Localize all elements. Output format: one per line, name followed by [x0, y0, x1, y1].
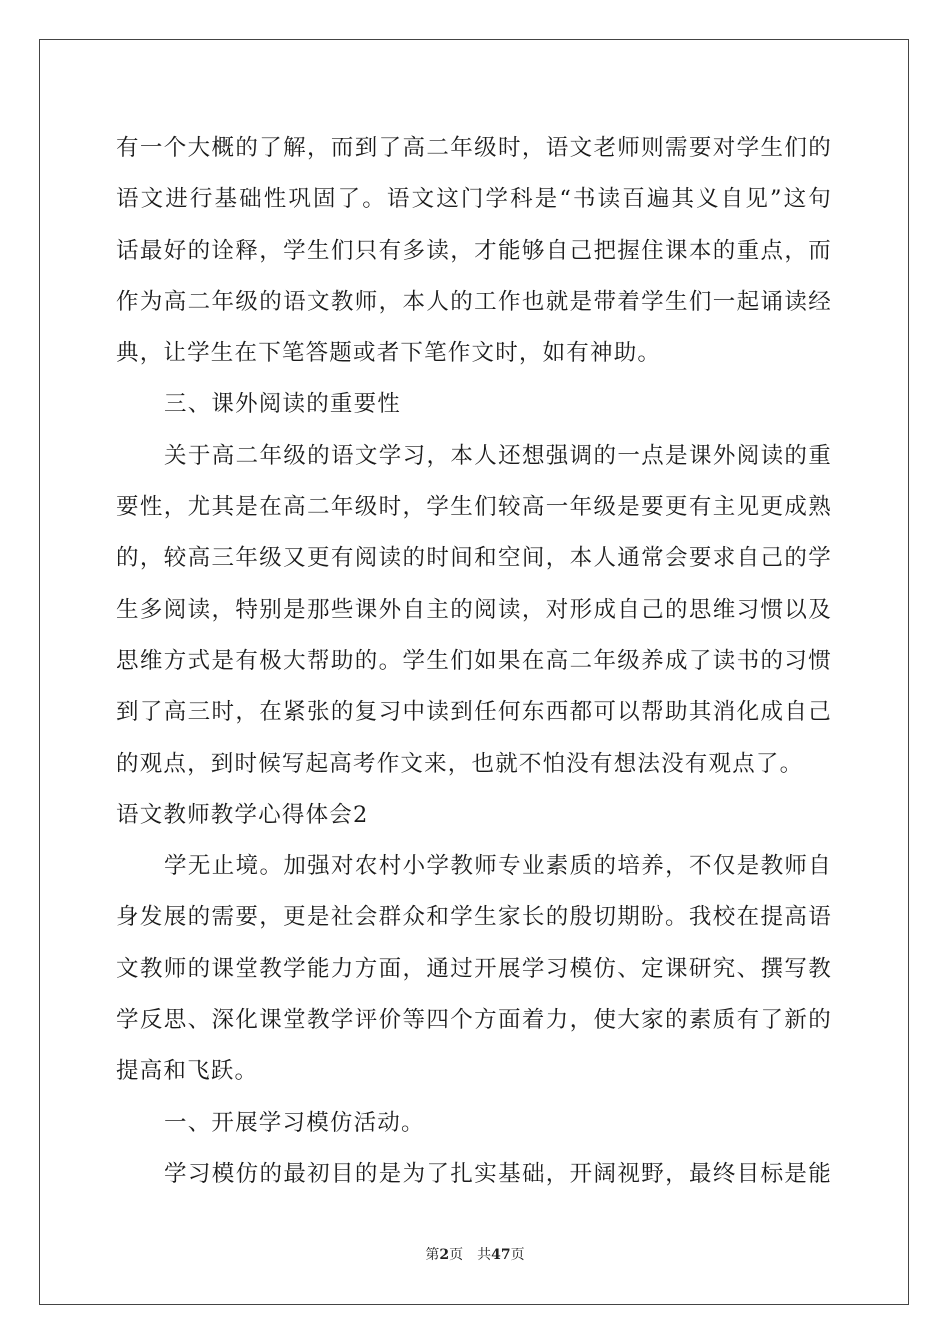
text-line: 生多阅读，特别是那些课外自主的阅读，对形成自己的思维习惯以及 [116, 596, 832, 623]
text-line: 的，较高三年级又更有阅读的时间和空间，本人通常会要求自己的学 [116, 545, 832, 572]
text-line: 有一个大概的了解，而到了高二年级时，语文老师则需要对学生们的 [116, 135, 832, 161]
text-line: 典，让学生在下笔答题或者下笔作文时，如有神助。 [116, 340, 662, 367]
footer-page-suffix: 页 [449, 1247, 464, 1263]
current-page-number: 2 [439, 1247, 450, 1263]
text-line: 学反思、深化课堂教学评价等四个方面着力，使大家的素质有了新的 [116, 1007, 832, 1034]
text-line: 到了高三时，在紧张的复习中读到任何东西都可以帮助其消化成自己 [116, 699, 832, 726]
text-line: 关于高二年级的语文学习，本人还想强调的一点是课外阅读的重 [164, 442, 832, 469]
text-line: 的观点，到时候写起高考作文来，也就不怕没有想法没有观点了。 [116, 750, 804, 777]
footer-prefix: 第 [425, 1247, 440, 1263]
text-line: 身发展的需要，更是社会群众和学生家长的殷切期盼。我校在提高语 [116, 904, 832, 931]
document-body [116, 123, 832, 1200]
article-title: 语文教师教学心得体会2 [116, 801, 369, 828]
footer-total-prefix: 共 [477, 1247, 492, 1263]
footer-total-suffix: 页 [510, 1247, 525, 1263]
text-line: 语文进行基础性巩固了。语文这门学科是“书读百遍其义自见”这句 [116, 186, 832, 213]
text-line: 文教师的课堂教学能力方面，通过开展学习模仿、定课研究、撰写教 [116, 955, 832, 982]
section-heading: 三、课外阅读的重要性 [164, 391, 402, 418]
section-heading: 一、开展学习模仿活动。 [164, 1109, 425, 1136]
text-line: 要性，尤其是在高二年级时，学生们较高一年级是要更有主见更成熟 [116, 494, 832, 521]
text-line: 学无止境。加强对农村小学教师专业素质的培养，不仅是教师自 [164, 853, 832, 880]
text-line: 学习模仿的最初目的是为了扎实基础，开阔视野，最终目标是能 [164, 1160, 832, 1187]
page-footer [0, 1244, 950, 1264]
total-page-count: 47 [491, 1247, 511, 1263]
text-line: 提高和飞跃。 [116, 1058, 259, 1085]
text-line: 话最好的诠释，学生们只有多读，才能够自己把握住课本的重点，而 [116, 237, 832, 264]
text-line: 思维方式是有极大帮助的。学生们如果在高二年级养成了读书的习惯 [116, 647, 832, 674]
text-line: 作为高二年级的语文教师，本人的工作也就是带着学生们一起诵读经 [116, 288, 832, 315]
